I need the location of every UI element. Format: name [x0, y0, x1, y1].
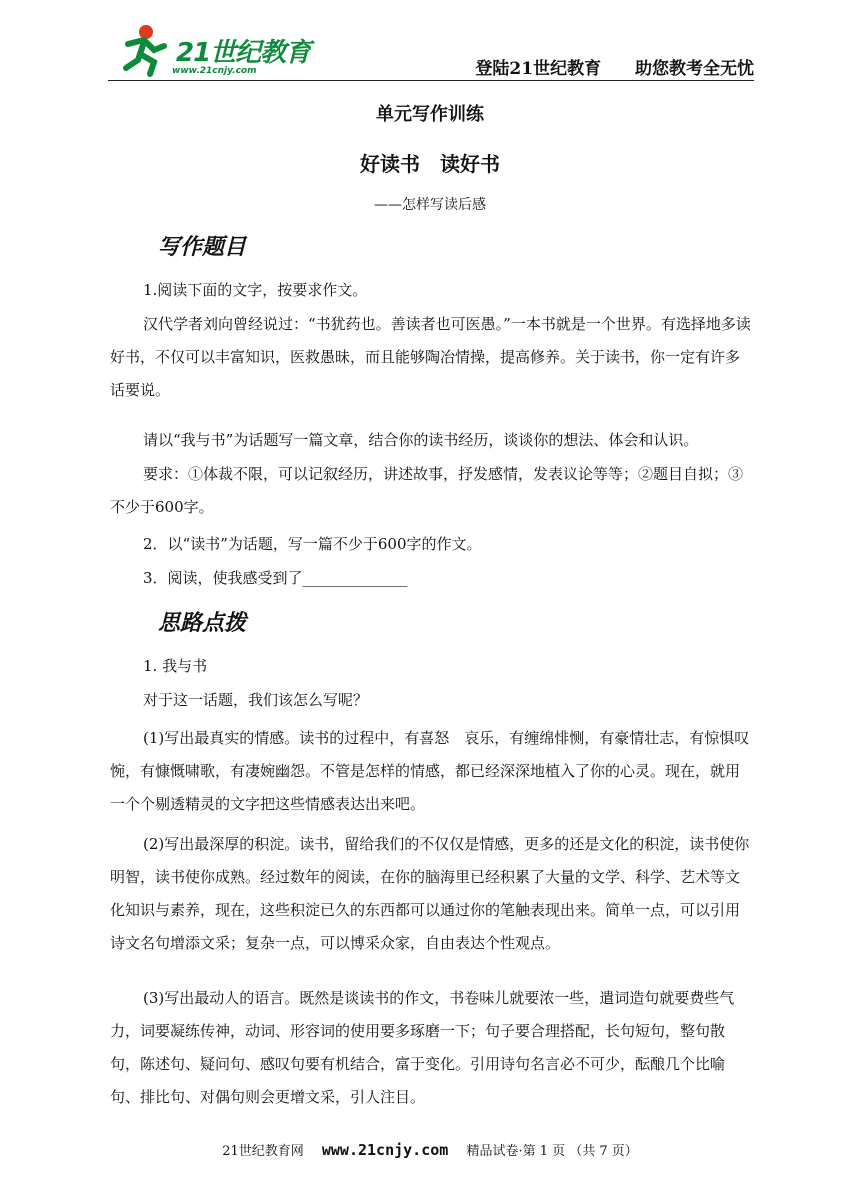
paragraph: 请以“我与书”为话题写一篇文章，结合你的读书经历，谈谈你的想法、体会和认识。	[143, 431, 699, 449]
footer-page: 精品试卷·第 1 页 （共 7 页）	[466, 1144, 638, 1159]
paragraph: 对于这一话题，我们该怎么写呢？	[143, 691, 369, 709]
slogan-right: 助您教考全无忧	[635, 59, 754, 79]
page-header	[108, 18, 754, 81]
paragraph: 3．阅读，使我感受到了______________	[143, 569, 408, 587]
section-heading-guidance: 思路点拨	[158, 611, 247, 636]
page-footer	[0, 1140, 860, 1159]
paragraph: 要求：①体裁不限，可以记叙经历，讲述故事，抒发感情，发表议论等等；②题目自拟；③不少于600字。	[110, 465, 744, 516]
site-logo[interactable]	[114, 22, 314, 78]
paragraph: 2．以“读书”为话题，写一篇不少于600字的作文。	[143, 535, 482, 553]
logo-url: www.21cnjy.com	[172, 66, 257, 76]
paragraph: 汉代学者刘向曾经说过：“书犹药也。善读者也可医愚。”一本书就是一个世界。有选择地多读好书，不仅可以丰富知识，医救愚昧，而且能够陶冶情操，提高修养。关于读书，你一定有许多话要说。	[110, 315, 751, 399]
footer-site: 21世纪教育网	[222, 1144, 304, 1159]
logo-text: 21世纪教育	[176, 38, 311, 68]
slogan-left: 登陆21世纪教育	[475, 59, 602, 79]
subtitle: ——怎样写读后感	[374, 197, 486, 213]
runner-logo-icon	[114, 22, 174, 78]
paragraph: (3)写出最动人的语言。既然是谈读书的作文，书卷味儿就要浓一些，遣词造句就要费些气力，词要凝练传神，动词、形容词的使用要多琢磨一下；句子要合理搭配，长句短句，整句散句，陈述句、疑问句、感叹句要有机结合，富于变化。引用诗句名言必不可少，酝酿几个比喻句、排比句、对偶句则会更增文采，引人注目。	[110, 989, 735, 1106]
paragraph: 1.阅读下面的文字，按要求作文。	[143, 281, 368, 299]
main-title: 好读书 读好书	[360, 152, 500, 176]
paragraph: 1. 我与书	[143, 657, 208, 675]
header-slogan	[447, 54, 754, 79]
section-heading-topics: 写作题目	[158, 235, 247, 260]
footer-url[interactable]: www.21cnjy.com	[321, 1141, 449, 1159]
paragraph: (2)写出最深厚的积淀。读书，留给我们的不仅仅是情感，更多的还是文化的积淀，读书使你明智，读书使你成熟。经过数年的阅读，在你的脑海里已经积累了大量的文学、科学、艺术等文化知识与素养，现在，这些积淀已久的东西都可以通过你的笔触表现出来。简单一点，可以引用诗文名句增添文采；复杂一点，可以博采众家，自由表达个性观点。	[110, 835, 750, 952]
unit-title: 单元写作训练	[376, 104, 484, 125]
paragraph: (1)写出最真实的情感。读书的过程中，有喜怒 哀乐，有缠绵悱恻，有豪情壮志，有惊惧叹惋，有慷慨啸歌，有凄婉幽怨。不管是怎样的情感，都已经深深地植入了你的心灵。现在，就用一个个剔透精灵的文字把这些情感表达出来吧。	[110, 729, 750, 813]
